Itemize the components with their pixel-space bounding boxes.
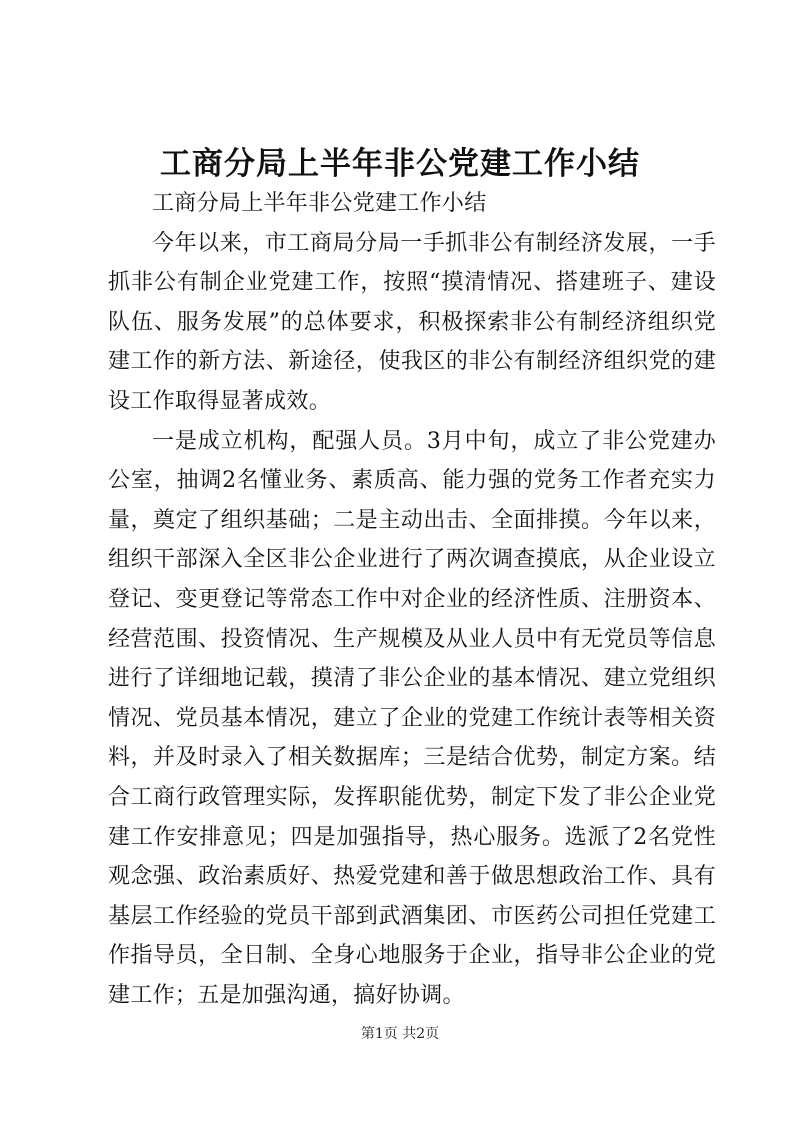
paragraph-subtitle: 工商分局上半年非公党建工作小结 xyxy=(152,191,487,216)
document-title: 工商分局上半年非公党建工作小结 xyxy=(160,146,640,182)
paragraph-intro: 今年以来，市工商局分局一手抓非公有制经济发展，一手抓非公有制企业党建工作，按照“摸清情况、搭建班子、建设队伍、服务发展”的总体要求，积极探索非公有制经济组织党建工作的新方法、新途径，使我区的非公有制经济组织党的建设工作取得显著成效。 xyxy=(108,230,716,414)
document-body xyxy=(108,184,716,1015)
paragraph-measures: 一是成立机构，配强人员。3月中旬，成立了非公党建办公室，抽调2名懂业务、素质高、能力强的党务工作者充实力量，奠定了组织基础；二是主动出击、全面排摸。今年以来，组织干部深入全区非公企业进行了两次调查摸底，从企业设立登记、变更登记等常态工作中对企业的经济性质、注册资本、经营范围、投资情况、生产规模及从业人员中有无党员等信息进行了详细地记载，摸清了非公企业的基本情况、建立党组织情况、党员基本情况，建立了企业的党建工作统计表等相关资料，并及时录入了相关数据库；三是结合优势，制定方案。结合工商行政管理实际，发挥职能优势，制定下发了非公企业党建工作安排意见；四是加强指导，热心服务。选派了2名党性观念强、政治素质好、热爱党建和善于做思想政治工作、具有基层工作经验的党员干部到武酒集团、市医药公司担任党建工作指导员，全日制、全身心地服务于企业，指导非公企业的党建工作；五是加强沟通，搞好协调。 xyxy=(108,428,716,1008)
page-number-footer: 第1页 共2页 xyxy=(360,1026,440,1042)
